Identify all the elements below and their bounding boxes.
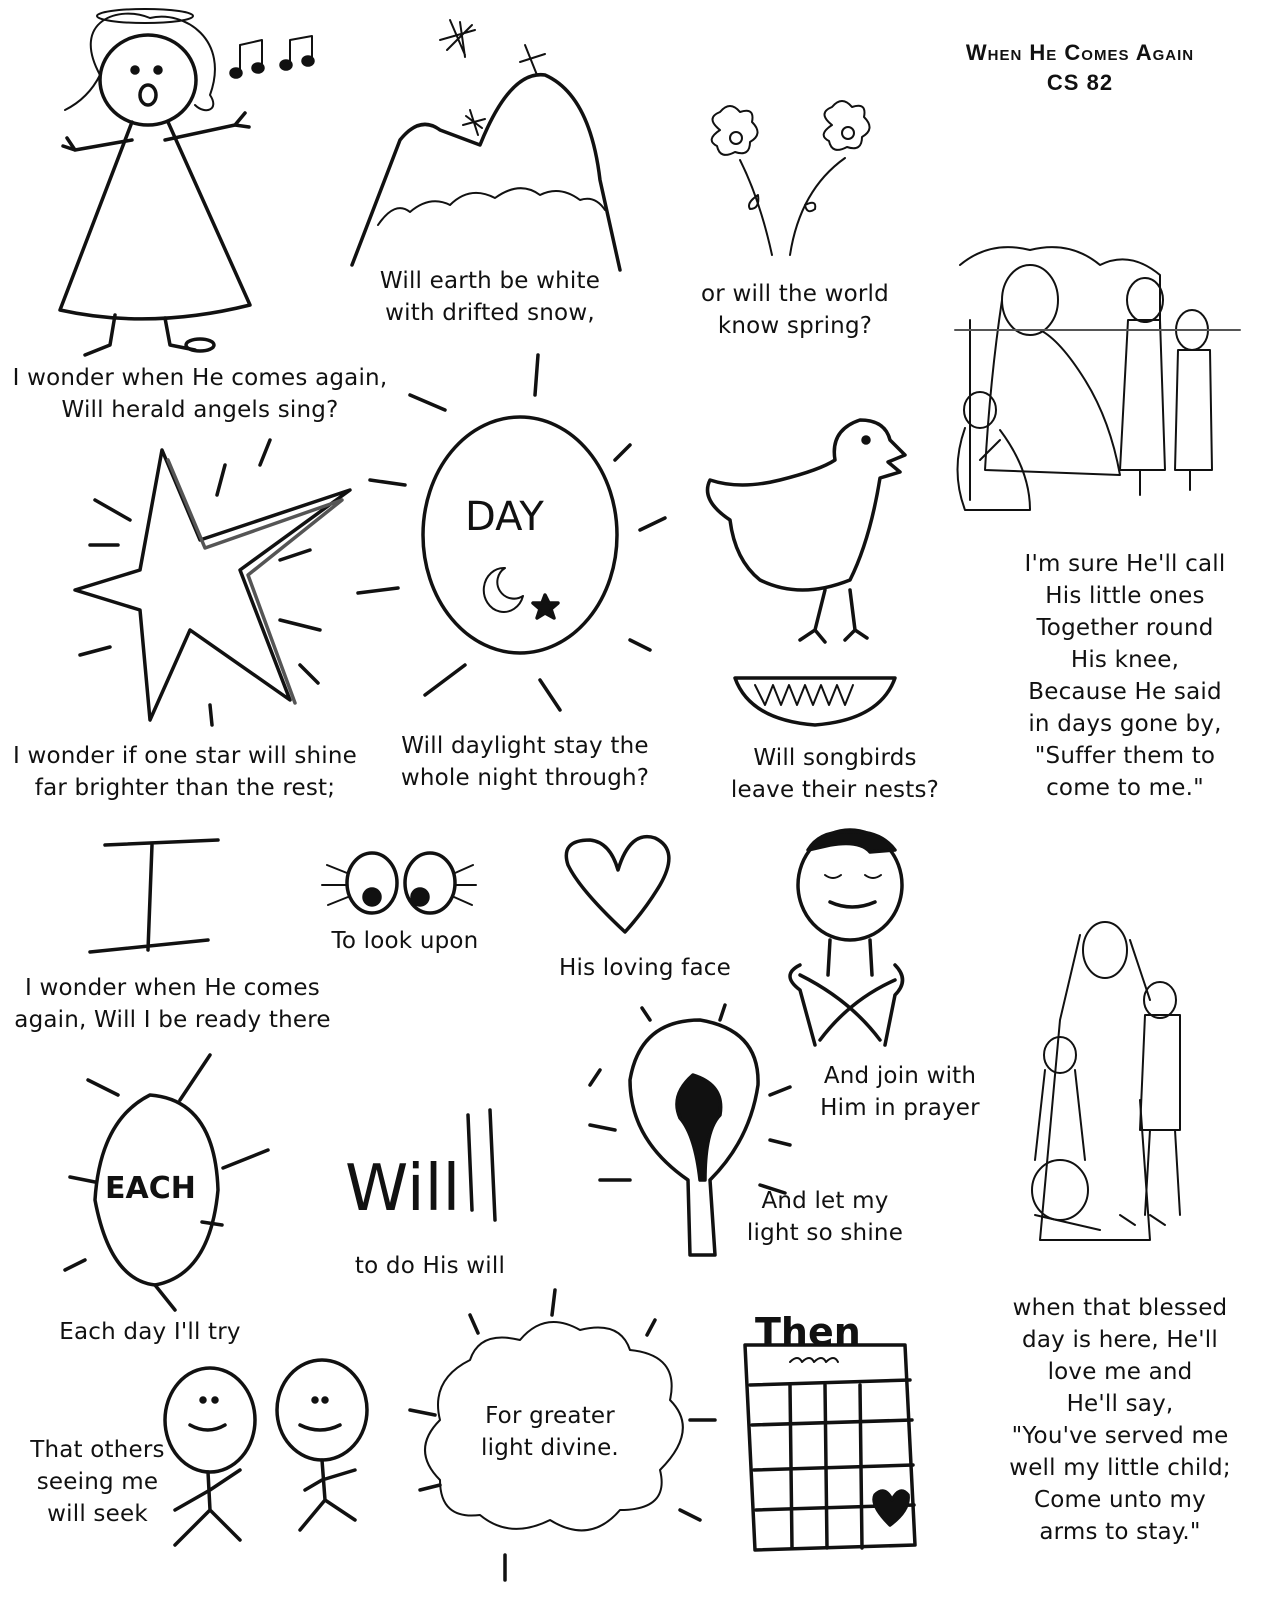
- caption-star: I wonder if one star will shine far brighter than the rest;: [12, 743, 357, 801]
- caption-each-day: Each day I'll try: [59, 1319, 241, 1345]
- caption-angels: I wonder when He comes again, Will herald angels sing?: [12, 365, 388, 423]
- caption-daylight: Will daylight stay the whole night through?: [400, 733, 650, 791]
- heart-icon: [566, 837, 669, 932]
- jesus-child-illustration: [1032, 922, 1180, 1240]
- eyes-icon: [322, 853, 476, 913]
- calendar-icon: [745, 1310, 915, 1550]
- day-label: DAY: [465, 494, 544, 540]
- mountain-snow-icon: [352, 20, 620, 270]
- caption-blessed-day: when that blessed day is here, He'll love me and He'll say, "You've served me well my little child; Come unto my arms to stay.": [1009, 1295, 1231, 1545]
- letter-i-icon: [90, 840, 218, 952]
- bird-nest-icon: [708, 420, 906, 725]
- caption-snow: Will earth be white with drifted snow,: [379, 268, 601, 326]
- caption-do-will: to do His will: [354, 1253, 506, 1279]
- caption-prayer: And join with Him in prayer: [820, 1063, 980, 1121]
- caption-little-ones: I'm sure He'll call His little ones Together round His knee, Because He said in days gone by, "Suffer them to come to me.": [1024, 551, 1226, 801]
- shooting-star-icon: [75, 440, 350, 725]
- each-label: EACH: [105, 1171, 196, 1206]
- caption-spring: or will the world know spring?: [701, 281, 889, 339]
- caption-greater-light: For greater light divine.: [481, 1403, 619, 1461]
- will-word-icon: [345, 1110, 495, 1226]
- caption-ready: I wonder when He comes again, Will I be ready there: [14, 975, 331, 1033]
- caption-light-shine: And let my light so shine: [746, 1188, 904, 1246]
- song-number: CS 82: [1046, 70, 1114, 95]
- sun-day-icon: [358, 355, 665, 710]
- song-title: When He Comes Again: [965, 40, 1195, 65]
- caption-others: That others seeing me will seek: [30, 1437, 165, 1527]
- then-label: Then: [755, 1310, 861, 1354]
- will-label: Will: [345, 1152, 461, 1226]
- caption-songbirds: Will songbirds leave their nests?: [730, 745, 940, 803]
- praying-child-icon: [790, 830, 903, 1045]
- caption-look: To look upon: [331, 928, 479, 954]
- caption-face: His loving face: [559, 955, 731, 981]
- flowers-icon: [712, 101, 870, 255]
- each-sun-icon: [65, 1055, 268, 1310]
- angel-singing-icon: [60, 9, 313, 355]
- jesus-children-illustration: [955, 247, 1240, 510]
- stick-children-icon: [165, 1360, 367, 1545]
